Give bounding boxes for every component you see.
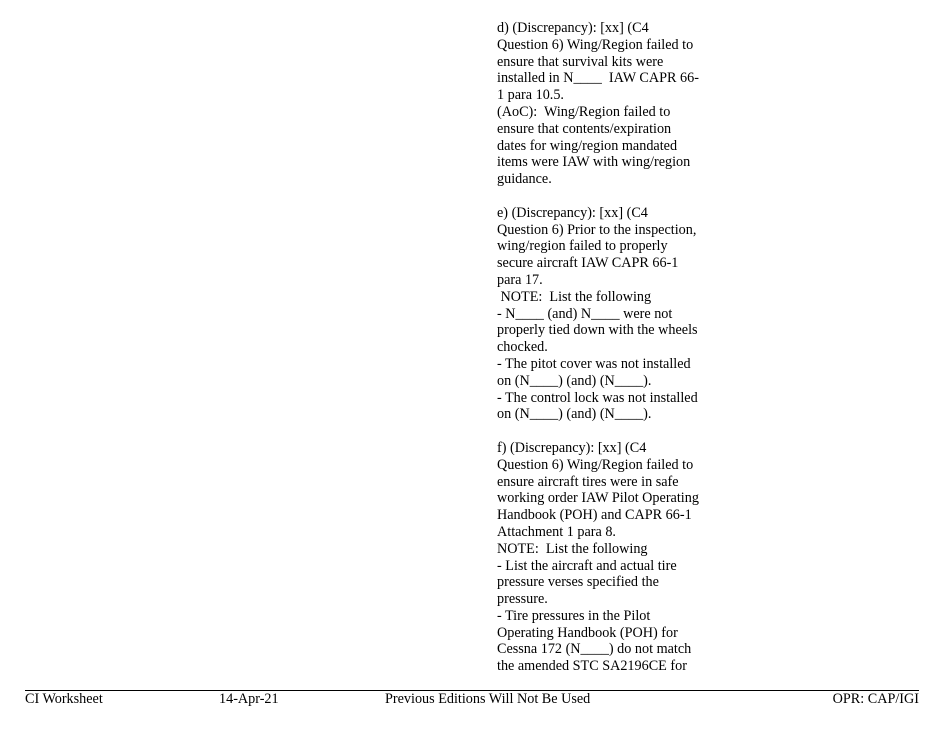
text-line: 1 para 10.5. [497,87,564,104]
text-line: - The pitot cover was not installed [497,355,691,372]
text-line: Attachment 1 para 8. [497,523,616,540]
text-line: on (N____) (and) (N____). [497,406,652,423]
text-line: - N____ (and) N____ were not [497,305,673,322]
text-line: Question 6) Wing/Region failed to [497,36,694,53]
text-line: ensure that contents/expiration [497,120,672,137]
text-line: (AoC): Wing/Region failed to [497,103,671,120]
text-line: e) (Discrepancy): [xx] (C4 [497,204,648,221]
text-line: working order IAW Pilot Operating [497,490,699,507]
text-line: on (N____) (and) (N____). [497,372,652,389]
text-line: ensure that survival kits were [497,53,664,70]
text-line: guidance. [497,171,552,188]
text-line: ensure aircraft tires were in safe [497,473,679,490]
text-line: Question 6) Wing/Region failed to [497,456,694,473]
text-line: wing/region failed to properly [497,238,668,255]
text-line: NOTE: List the following [497,288,652,305]
text-line: pressure verses specified the [497,574,659,591]
footer-form-name: CI Worksheet [25,691,103,707]
text-line: - List the aircraft and actual tire [497,557,677,574]
paragraph-d [497,20,712,188]
text-line: pressure. [497,591,548,608]
text-line: Operating Handbook (POH) for [497,624,678,641]
footer-editions-note: Previous Editions Will Not Be Used [385,691,591,707]
footer-date: 14-Apr-21 [219,691,279,707]
text-line: - The control lock was not installed [497,389,698,406]
text-line: Question 6) Prior to the inspection, [497,221,697,238]
paragraph-f [497,440,712,675]
text-line: Handbook (POH) and CAPR 66-1 [497,507,692,524]
text-line: d) (Discrepancy): [xx] (C4 [497,20,649,36]
text-line: chocked. [497,339,548,356]
text-line: f) (Discrepancy): [xx] (C4 [497,439,647,456]
text-line: para 17. [497,271,543,288]
text-column [497,20,712,692]
text-line: Cessna 172 (N____) do not match [497,641,692,658]
text-line: properly tied down with the wheels [497,322,698,339]
text-line: the amended STC SA2196CE for [497,658,687,675]
text-line: items were IAW with wing/region [497,154,691,171]
text-line: - Tire pressures in the Pilot [497,607,651,624]
paragraph-e [497,205,712,423]
text-line: installed in N____ IAW CAPR 66- [497,70,699,87]
text-line: secure aircraft IAW CAPR 66-1 [497,255,679,272]
text-line: NOTE: List the following [497,540,648,557]
footer-opr: OPR: CAP/IGI [832,691,919,707]
text-line: dates for wing/region mandated [497,137,678,154]
